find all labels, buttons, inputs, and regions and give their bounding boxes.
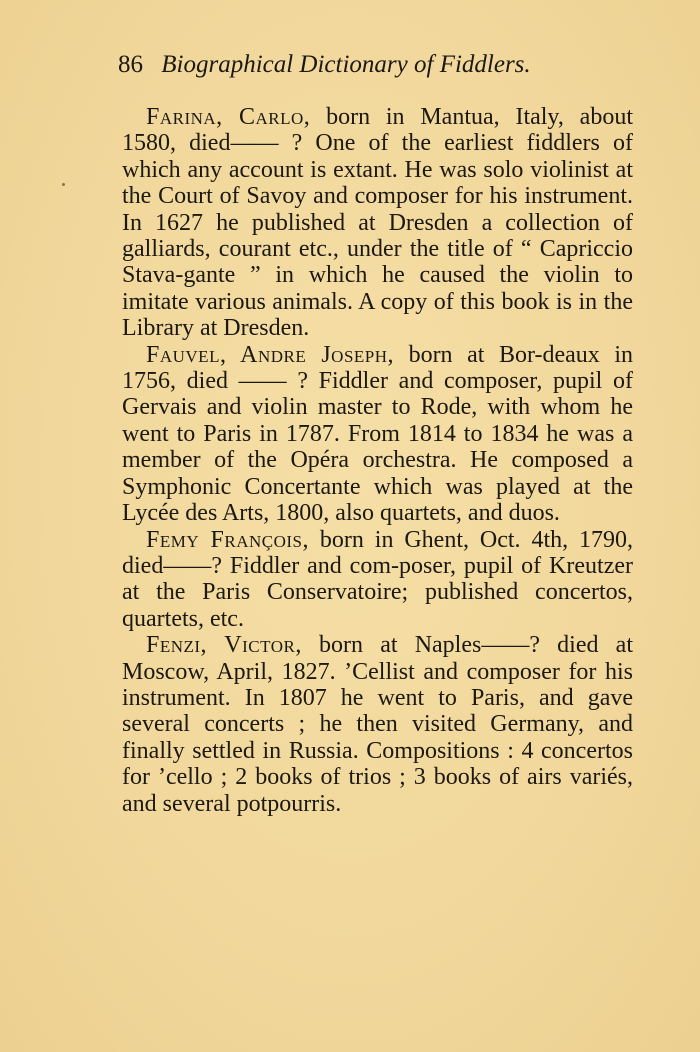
entry-fenzi (122, 632, 633, 817)
paper-speck (62, 183, 65, 186)
entry-name: Fenzi, Victor, (146, 632, 302, 659)
page-number: 86 (118, 51, 143, 78)
entry-femy (122, 527, 633, 633)
entry-text: born in Mantua, Italy, about 1580, died—— ? One of the earliest fiddlers of which any account is extant. He was solo violinist at the Court of Savoy and composer for his instrument. In 1627 he published at Dresden a collection of galliards, courant etc., under the title of “ Capriccio Stava-gante ” in which he caused the violin to imitate various animals. A copy of this book is in the Library at Dresden. (122, 104, 634, 342)
entry-text: born at Bor-deaux in 1756, died —— ? Fiddler and composer, pupil of Gervais and violin master to Rode, with whom he went to Paris in 1787. From 1814 to 1834 he was a member of the Opéra orchestra. He composed a Symphonic Concertante which was played at the Lycée des Arts, 1800, also quartets, and duos. (122, 341, 633, 527)
entry-name: Femy François, (146, 526, 309, 553)
entry-text: born at Naples——? died at Moscow, April, 1827. ’Cellist and composer for his instrument. In 1807 he went to Paris, and gave several concerts ; he then visited Germany, and finally settled in Russia. Compositions : 4 concertos for ’cello ; 2 books of trios ; 3 books of airs variés, and several potpourris. (122, 632, 633, 817)
entry-name: Farina, Carlo, (146, 104, 311, 130)
entry-name: Fauvel, Andre Joseph, (146, 341, 395, 368)
entry-fauvel (122, 342, 633, 527)
page-header (118, 50, 638, 80)
entry-farina (122, 104, 633, 342)
dictionary-entries (122, 104, 633, 817)
entry-text: born in Ghent, Oct. 4th, 1790, died——? Fiddler and com-poser, pupil of Kreutzer at the Paris Conservatoire; published concertos, quartets, etc. (122, 526, 634, 632)
running-title: Biographical Dictionary of Fiddlers. (161, 51, 531, 78)
